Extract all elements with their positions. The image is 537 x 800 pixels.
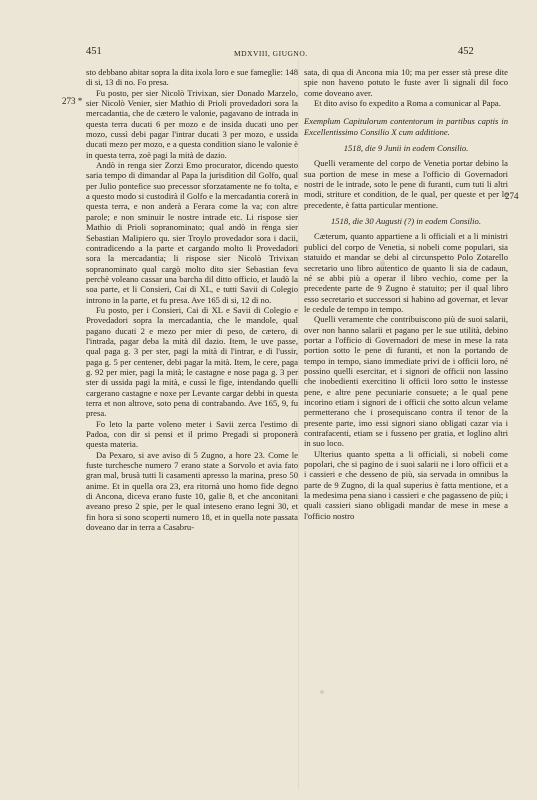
section-title: Exemplum Capitulorum contentorum in partibus captis in Excellentissimo Consilio X cum additione. [304, 116, 508, 137]
margin-note-left: 273 * [62, 96, 83, 106]
page-number-right: 452 [458, 46, 474, 57]
paragraph: sata, di qua di Ancona mia 10; ma per esser stà prese dite spie non haveno potuto le fuste aver li signali dil foco come doveano aver. [304, 67, 508, 98]
left-column [86, 67, 298, 532]
paragraph: Fu posto, per sier Nicolò Trivixan, sier Donado Marzelo, sier Nicolò Venier, sier Mathio di Prioli provedadori sora la mercadantia, che de cætero le valonie, pagavano de intrada in questa terra ducati 6 per mozo e de insida ducati uno per mozo, cussì debi pagar l'intrar ducati 3 per mozo, e ussida ducati mezo per mozo, e a questa condition siano le valonie è in questa terra, zoè pagi la mità de dazio. [86, 87, 298, 160]
running-head: MDXVIII, GIUGNO. [234, 49, 308, 58]
paragraph: Fo leto la parte voleno meter i Savii zerca l'estimo di Padoa, con dir si pensi et il primo Pregadi si proponerà questa materia. [86, 418, 298, 450]
paragraph: Ulterius quanto spetta a li officiali, si nobeli come popolari, che si pagino de i suoi salarii ne i loro officii et a i cassieri e che desseno de più, sia servada in omnibus la parte de 9 Zugno, di la qual superius è fatta mentione, et a la medesima pena siano i cassieri e che pagasseno de più; i quali cassieri siano obligadi mandar de mese in mese a l'officio nostro [304, 448, 508, 521]
paragraph: sto debbano abitar sopra la dita ixola loro e sue fameglie: 148 di si, 13 di no. Fo presa. [86, 67, 298, 88]
page-number-left: 451 [86, 46, 102, 57]
paragraph: Quelli veramente del corpo de Venetia portar debino la sua portion de mese in mese a l'officio di Governadori nostri de le intrade, soto le pene di furanti, cum tuti li altri modi, striture et condition, de le qual, per queste et per le precedente, è fatta particular mentione. [304, 158, 508, 210]
section-date-heading: 1518, die 30 Augusti (?) in eodem Consilio. [331, 216, 481, 227]
gutter-shadow [298, 60, 299, 790]
paragraph: Andò in renga sier Zorzi Emo procurator, dicendo questo saria tempo di dimandar al Papa la jurisditìon dil Golfo, qual per Julio pontefice suo precessor sforzatamente ne fo tolta, e a questo modo si custodirà il Golfo e la mercadantia corerà in questa terra, e non anderà a Ferara come la va; con altre parole; e non sminuir le nostre intrade etc. Li rispose sier Mathio di Prioli sopranominato; qual andò in renga sier Sebastian Malipiero qu. sier Troylo provedador sora i dacii, contradicendo a la parte et cargando molto li Provedadori sora la mercadantia; li rispose sier Nicolò Trivixan sopranominato qual cargò molto dito sier Sebastian feva perchè voleano cassar una barcha dil ditto officio, et laudò la soa parte, et li Consieri, Cai di XL, e tutti Savii di Colegio introno in la parte, et fu presa. Ave 165 di si, 12 di no. [86, 160, 298, 305]
paragraph: Fu posto, per i Consieri, Cai di XL e Savii di Colegio e Provedadori sopra la mercadantia, che le mandole, qual pagano ducati 2 e mezo per mier di peso, de cætero, di l'intrada, pagar deba la mità dil dazio. Item, le uve passe, qual paga g. 3 per ster, pagi la mità di l'intrar, e di l'ussir, paga g. 5 per centener, debi pagar la mità. Item, le cere, paga g. 92 per mier, pagi la mità; le castagne e nose paga g. 3 per ster di ussida pagi la mità, e cussì le fige, intendando quelli cargerano castagne e noxe per Levante cargar debbi in questa terra et non altrove, soto pena di contrabando. Ave 165, 9, fu presa. [86, 304, 298, 419]
paragraph: Et dito aviso fo expedito a Roma a comunicar al Papa. [314, 98, 501, 109]
margin-note-right: 274 [505, 191, 519, 201]
section-date-heading: 1518, die 9 Junii in eodem Consilio. [343, 143, 469, 154]
paragraph: Quelli veramente che contribuiscono più de suoi salarii, over non hanno salarii et pagano per le sue utilità, debino portar a l'officio di Governadori de mese in mese la rata portion sotto le pene di furanti, et non la portando de tempo in tempo, siano immediate privi de i officii loro, né possino quelli esercitar, et i signori de officii non lassino che inobedienti exercitino li officii loro sotto le instesse pene, e altre pene pecuniarie consuete; a le qual pene incorino etiam i signori de i officii che sotto alcun velame permetterano che i prosequiscano contra il tenor de la presente parte, imo essi signori siano obligati cazar via i contrafacenti, etiam se i fusseno per gratia, et loglino altri in suo loco. [304, 314, 508, 449]
right-column [304, 67, 508, 521]
paragraph: Da Pexaro, si ave aviso di 5 Zugno, a hore 23. Come le fuste turchesche numero 7 erano state a Sorvolo et avia fato gran mal, brusà tutti li casamenti apresso la marina, preso 50 anime. Et in quella ora 23, era ritornà uno homo fide degno di Ancona, diceva erano fuste 10, galie 8, et che anconitani aveano preso 2 spie, per le qual inteseno erano legni 30, et fin hora si sono scoperti numero 18, et in quella note passata doveano dar in terra a Casabru- [86, 449, 298, 533]
paragraph: Cæterum, quanto appartiene a li officiali et a li ministri publici del corpo de Venetia, si nobeli come populari, sia statuido et mandar se debi al circunspetto Polo Zotarello secretario uno libro autentico de quanto li sia de cadaun, né se abbi più a operar il libro vechio, come per la precedente parte de 9 Zugno è statuito; per il qual libro esso secretario et successori si habino ad governar, et levar le cedule de tempo in tempo. [304, 231, 508, 314]
page-stain [320, 690, 324, 694]
